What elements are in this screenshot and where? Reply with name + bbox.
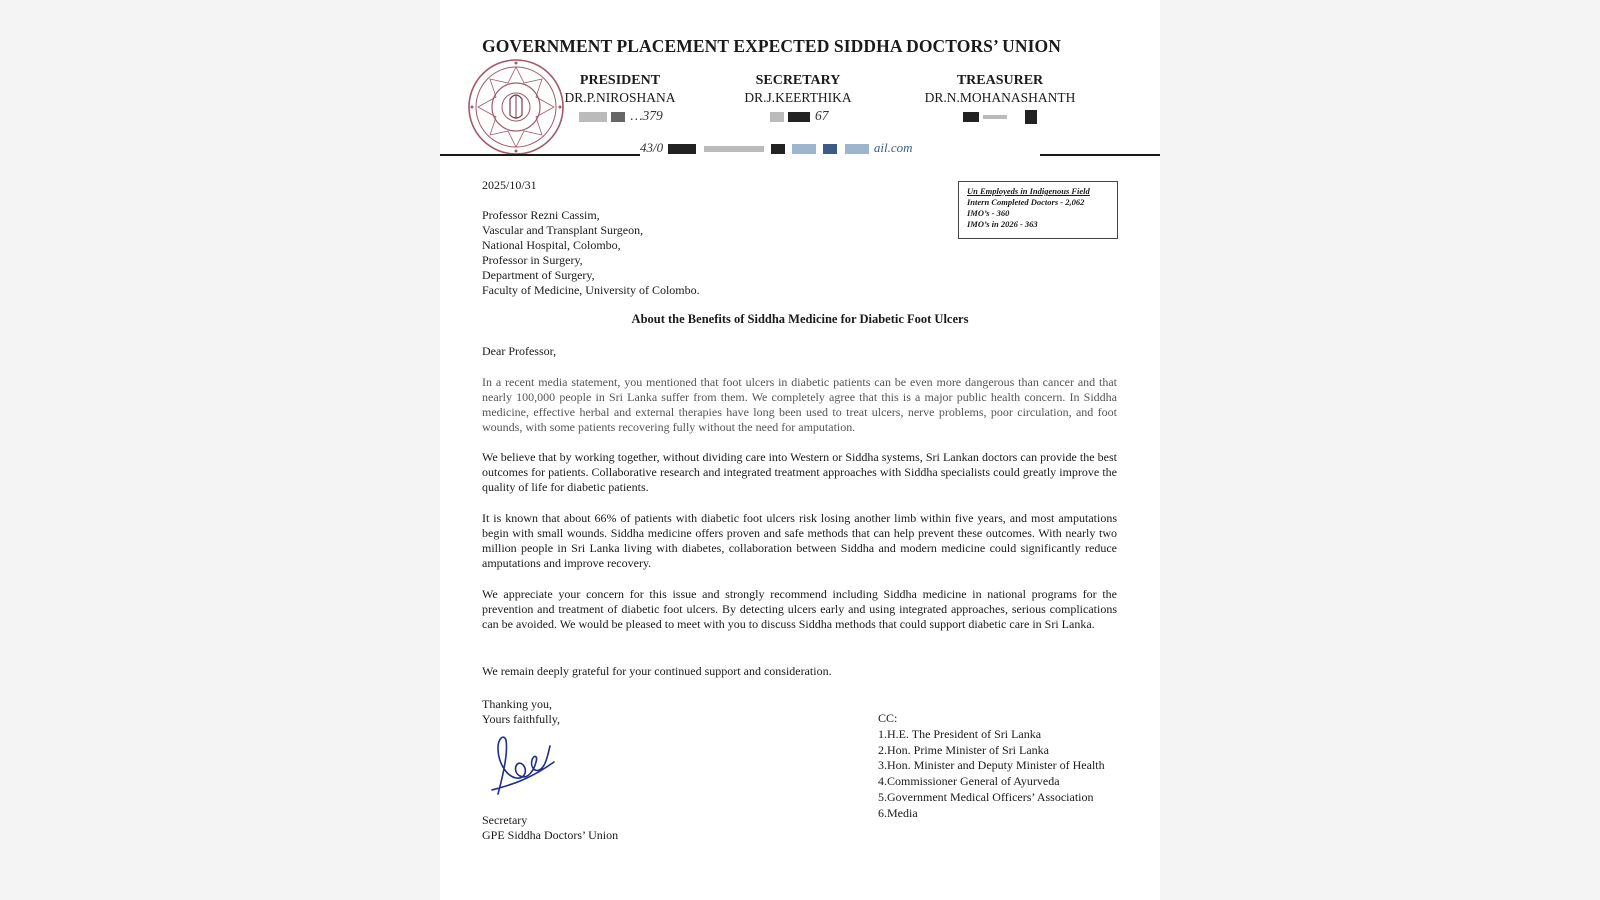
recipient-line: Professor Rezni Cassim, <box>482 208 600 222</box>
contact-address-line <box>640 137 1040 159</box>
cc-item: 5.Government Medical Officers’ Association <box>878 789 1094 804</box>
redaction-mark <box>611 112 625 122</box>
cc-item: 6.Media <box>878 805 918 820</box>
officer-phone <box>728 106 868 126</box>
salutation: Dear Professor, <box>482 344 557 358</box>
letter-subject: About the Benefits of Siddha Medicine for Diabetic Foot Ulcers <box>631 312 969 326</box>
body-paragraph-3: It is known that about 66% of patients with diabetic foot ulcers risk losing another limb within five years, and most amputations begin with small wounds. Siddha medicine offers proven and safe methods that can help prevent these outcomes. With nearly two million people in Sri Lanka living with diabetes, collaboration between Siddha and modern medicine could significantly reduce amputations and improve recovery. <box>482 511 1117 570</box>
officer-secretary <box>728 72 868 126</box>
recipient-line: National Hospital, Colombo, <box>482 238 621 252</box>
body-paragraph-5: We remain deeply grateful for your continued support and consideration. <box>482 664 832 678</box>
body-paragraph-1: In a recent media statement, you mentioned that foot ulcers in diabetic patients can be even more dangerous than cancer and that nearly 100,000 people in Sri Lanka suffer from them. We completely agree that this is a major public health concern. In Siddha medicine, effective herbal and external therapies have long been used to treat ulcers, nerve problems, poor circulation, and foot wounds, with some patients recovering fully without the need for amputation. <box>482 375 1117 434</box>
officer-name: DR.J.KEERTHIKA <box>744 90 852 105</box>
cc-item: 3.Hon. Minister and Deputy Minister of Health <box>878 758 1105 773</box>
cc-item: 4.Commissioner General of Ayurveda <box>878 774 1060 789</box>
redaction-mark <box>771 144 785 154</box>
officer-name: DR.N.MOHANASHANTH <box>924 90 1076 105</box>
body-paragraph-4: We appreciate your concern for this issue and strongly recommend including Siddha medicine in national programs for the prevention and treatment of diabetic foot ulcers. By detecting ulcers early and using integrated approaches, serious complications can be avoided. We would be pleased to meet with you to discuss Siddha methods that could support diabetic care in Sri Lanka. <box>482 587 1117 631</box>
body-paragraph-2: We believe that by working together, without dividing care into Western or Siddha systems, Sri Lankan doctors can provide the best outcomes for patients. Collaborative research and integrated treatment approaches with Siddha specialists could greatly improve the quality of life for diabetic patients. <box>482 450 1117 494</box>
stats-line: IMO’s - 360 <box>967 208 1010 218</box>
officer-role: TREASURER <box>956 73 1044 88</box>
closing-line: Thanking you, <box>482 697 552 711</box>
email-fragment: ail.com <box>873 140 913 155</box>
closing-lines <box>482 697 560 727</box>
officer-treasurer <box>915 72 1085 126</box>
address-fragment: 43/0 <box>640 140 664 155</box>
phone-fragment: 67 <box>814 108 829 123</box>
redaction-mark <box>704 146 764 152</box>
redaction-mark <box>963 112 979 122</box>
redaction-mark <box>823 144 837 154</box>
signatory-title: Secretary <box>482 813 528 827</box>
officer-name: DR.P.NIROSHANA <box>564 90 676 105</box>
recipient-address <box>482 208 700 298</box>
redaction-mark <box>788 112 810 122</box>
officer-phone <box>555 106 685 126</box>
officer-president <box>555 72 685 126</box>
stats-line: Intern Completed Doctors - 2,062 <box>967 197 1085 207</box>
officer-role: PRESIDENT <box>579 73 661 88</box>
recipient-line: Department of Surgery, <box>482 268 595 282</box>
recipient-line: Vascular and Transplant Surgeon, <box>482 223 644 237</box>
union-name-heading: GOVERNMENT PLACEMENT EXPECTED SIDDHA DOCTORS’ UNION <box>482 36 1061 56</box>
recipient-line: Faculty of Medicine, University of Colombo. <box>482 283 700 297</box>
redaction-mark <box>668 144 696 154</box>
letter-page <box>440 0 1160 900</box>
cc-item: 1.H.E. The President of Sri Lanka <box>878 726 1042 741</box>
unemployment-stats-box <box>958 181 1118 239</box>
signatory-block <box>482 813 618 843</box>
stats-box-title: Un Employeds in Indigenous Field <box>967 186 1090 196</box>
stats-line: IMO’s in 2026 - 363 <box>967 219 1038 229</box>
redaction-mark <box>770 112 784 122</box>
cc-item: 2.Hon. Prime Minister of Sri Lanka <box>878 742 1049 757</box>
recipient-line: Professor in Surgery, <box>482 253 583 267</box>
cc-label: CC: <box>878 711 898 725</box>
closing-line: Yours faithfully, <box>482 712 561 726</box>
officer-phone <box>915 106 1085 126</box>
redaction-mark <box>845 144 869 154</box>
officer-role: SECRETARY <box>755 73 841 88</box>
signatory-organization: GPE Siddha Doctors’ Union <box>482 828 619 842</box>
cc-list <box>878 711 1105 822</box>
letter-date: 2025/10/31 <box>482 178 537 192</box>
redaction-mark <box>579 112 607 122</box>
redaction-mark <box>792 144 816 154</box>
union-seal-emblem <box>466 57 566 157</box>
redaction-mark <box>983 115 1007 119</box>
handwritten-signature <box>486 732 561 800</box>
phone-fragment: …379 <box>630 108 663 123</box>
redaction-mark <box>1025 110 1037 124</box>
